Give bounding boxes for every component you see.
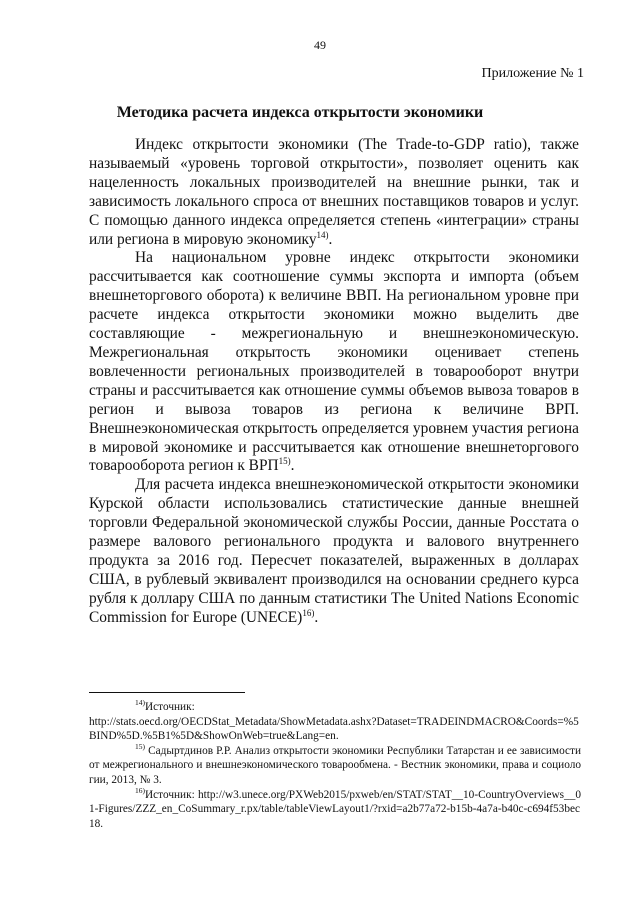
footnote-14 [89,700,581,715]
paragraph [89,476,579,627]
footnote-label: Источник: [145,788,195,801]
footnote-text: Садыртдинов Р.Р. Анализ открытости экономики Республики Татарстан и ее зависимости от межрегионального и внешнеэкономического товарообмена. - Вестник экономики, права и социологии, 2013, № 3. [89,744,581,786]
section-title: Методика расчета индекса открытости экономики [116,104,484,121]
paragraph-tail: . [328,230,333,248]
footnote-ref: 14) [316,229,329,240]
paragraph-text: На национальном уровне индекс открытости экономики рассчитывается как соотношение суммы экспорта и импорта (объем внешнеторгового оборота) к величине ВВП. На региональном уровне при расчете индекса открытости экономики можно выделить две составляющие - межрегиональную и внешнеэкономическую. Межрегиональная открытость экономики оценивает степень вовлеченности региональных производителей в товарооборот внутри страны и рассчитывается как отношение суммы объемов вывоза товаров в регион и вывоза товаров из региона к величине ВРП. Внешнеэкономическая открытость определяется уровнем участия региона в мировой экономике и рассчитывается как отношение внешнеторгового товарооборота регион к ВРП [89,249,579,475]
footnote-15 [89,744,581,788]
paragraph-text: Для расчета индекса внешнеэкономической открытости экономики Курской области использовались статистические данные внешней торговли Федеральной экономической службы России, данные Росстата о размере валового регионального продукта и валового внутреннего продукта за 2016 год. Пересчет показателей, выраженных в долларах США, в рублевый эквивалент производился на основании среднего курса рубля к доллару США по данным статистики The United Nations Economic Commission for Europe (UNECE) [89,476,579,626]
appendix-label: Приложение № 1 [481,66,584,81]
footnote-number: 15) [135,742,145,752]
footnote-url[interactable]: http://stats.oecd.org/OECDStat_Metadata/ShowMetadata.ashx?Dataset=TRADEINDMACRO&Coords=%5BIND%5D.%5B1%5D&ShowOnWeb=true&Lang=en. [89,715,579,743]
footnote-number: 16) [135,785,145,795]
footnote-url[interactable]: http://w3.unece.org/PXWeb2015/pxweb/en/STAT/STAT__10-CountryOverviews__01-Figures/ZZZ_en_CoSummary_r.px/table/tableViewLayout1/?rxid=a2b77a72-b15b-4a7a-b40c-c694f53bec18. [89,788,581,830]
footnote-divider [89,692,245,693]
footnote-16 [89,785,581,832]
paragraph-text: Индекс открытости экономики (The Trade-to-GDP ratio), также называемый «уровень торговой открытости», позволяет оценить как нацеленность локальных производителей на внешние рынки, так и зависимость локального спроса от внешних поставщиков товаров и услуг. С помощью данного индекса определяется степень «интеграции» страны или региона в мировую экономику [89,136,579,248]
footnotes [89,700,581,831]
paragraph [89,136,579,249]
page-number: 49 [314,38,326,52]
body-text [89,136,579,628]
footnote-ref: 16) [302,607,315,618]
paragraph [89,249,579,476]
footnote-14-link[interactable] [89,715,581,744]
paragraph-tail: . [290,457,295,475]
paragraph-tail: . [314,608,319,626]
footnote-number: 14) [135,698,145,708]
footnote-label: Источник: [145,701,195,713]
footnote-ref: 15) [278,456,291,467]
